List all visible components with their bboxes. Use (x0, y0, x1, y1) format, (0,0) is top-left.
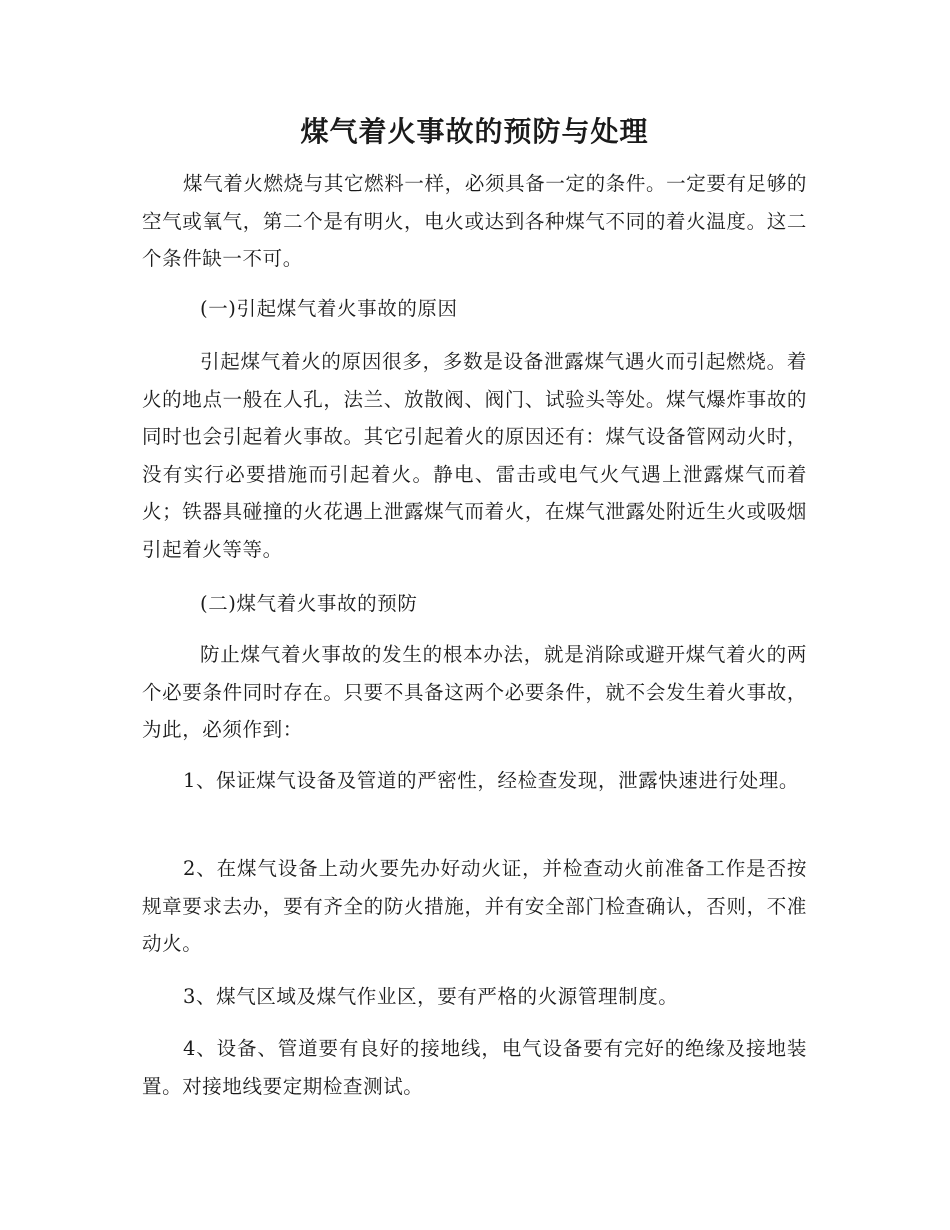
paragraph-prevention: 防止煤气着火事故的发生的根本办法，就是消除或避开煤气着火的两个必要条件同时存在。只要不具备这两个必要条件，就不会发生着火事故，为此，必须作到： (142, 643, 807, 741)
section-heading-causes: (一)引起煤气着火事故的原因 (200, 297, 458, 320)
list-item-1: 1、保证煤气设备及管道的严密性，经检查发现，泄露快速进行处理。 (183, 769, 800, 792)
list-item-2: 2、在煤气设备上动火要先办好动火证，并检查动火前准备工作是否按规章要求去办，要有齐全的防火措施，并有安全部门检查确认，否则，不准动火。 (142, 857, 807, 955)
list-item-3: 3、煤气区域及煤气作业区，要有严格的火源管理制度。 (183, 985, 679, 1008)
section-heading-prevention: (二)煤气着火事故的预防 (200, 592, 418, 615)
paragraph-intro: 煤气着火燃烧与其它燃料一样，必须具备一定的条件。一定要有足够的空气或氧气，第二个是有明火，电火或达到各种煤气不同的着火温度。这二个条件缺一不可。 (142, 172, 807, 270)
document-title: 煤气着火事故的预防与处理 (300, 115, 649, 148)
paragraph-causes: 引起煤气着火的原因很多，多数是设备泄露煤气遇火而引起燃烧。着火的地点一般在人孔，法兰、放散阀、阀门、试验头等处。煤气爆炸事故的同时也会引起着火事故。其它引起着火的原因还有：煤气设备管网动火时，没有实行必要措施而引起着火。静电、雷击或电气火气遇上泄露煤气而着火；铁器具碰撞的火花遇上泄露煤气而着火，在煤气泄露处附近生火或吸烟引起着火等等。 (142, 350, 807, 561)
list-item-4: 4、设备、管道要有良好的接地线，电气设备要有完好的绝缘及接地装置。对接地线要定期检查测试。 (142, 1037, 807, 1098)
